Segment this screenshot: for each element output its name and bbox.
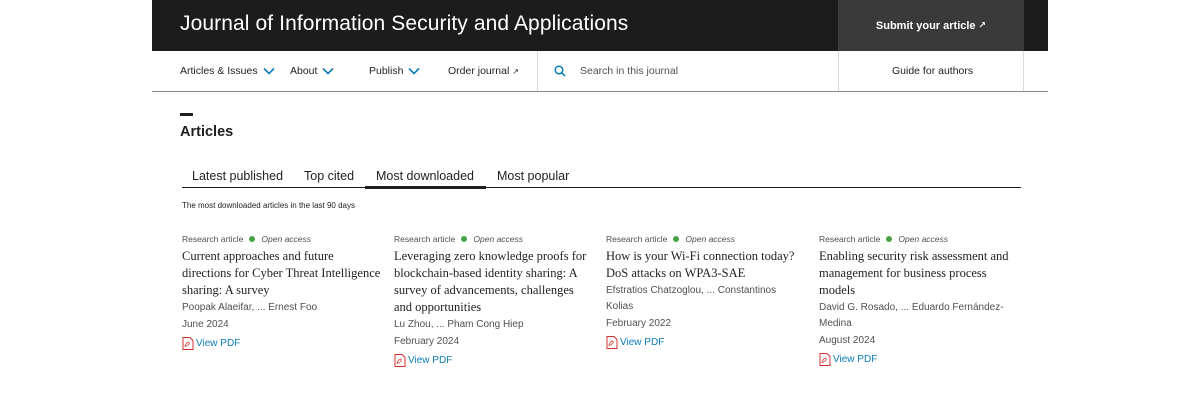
pdf-icon (394, 354, 406, 367)
nav-articles-issues[interactable] (180, 65, 275, 77)
pdf-icon (819, 353, 831, 366)
article-title-link[interactable]: How is your Wi-Fi connection today? DoS attacks on WPA3-SAE (606, 249, 795, 280)
nav-publish[interactable] (369, 65, 420, 77)
open-access-label: Open access (898, 233, 949, 244)
view-pdf-label: View PDF (408, 354, 453, 366)
tab-top-cited[interactable]: Top cited (304, 169, 355, 183)
article-type: Research article (606, 233, 668, 244)
journal-nav (152, 51, 1048, 92)
tab-description: The most downloaded articles in the last 90 days (182, 201, 355, 210)
nav-about[interactable] (290, 65, 334, 77)
chevron-down-icon (322, 67, 334, 75)
guide-for-authors-link[interactable]: Guide for authors (892, 65, 974, 77)
article-date: February 2024 (394, 336, 460, 347)
article-card (394, 233, 594, 367)
nav-item-label: Order journal (448, 65, 510, 77)
open-access-dot-icon (886, 236, 892, 242)
search-icon[interactable] (554, 65, 566, 77)
pdf-icon (606, 336, 618, 349)
article-meta (394, 233, 594, 244)
article-tabs (182, 168, 1021, 188)
open-access-dot-icon (249, 236, 255, 242)
external-link-icon: ↗ (512, 66, 519, 76)
nav-divider (838, 51, 839, 91)
article-authors: Poopak Alaeifar, ... Ernest Foo (182, 302, 318, 313)
tab-latest-published[interactable]: Latest published (192, 169, 284, 183)
article-card (606, 233, 806, 349)
article-date: August 2024 (819, 335, 876, 346)
article-date: February 2022 (606, 318, 672, 329)
section-title-accent (180, 113, 193, 116)
article-type: Research article (819, 233, 881, 244)
external-link-icon: ↗ (978, 20, 987, 30)
article-meta (819, 233, 1019, 244)
article-type: Research article (182, 233, 244, 244)
open-access-dot-icon (461, 236, 467, 242)
article-title-link[interactable]: Enabling security risk assessment and management for business process models (819, 249, 1009, 297)
open-access-dot-icon (673, 236, 679, 242)
chevron-down-icon (263, 67, 275, 75)
nav-item-label: About (290, 65, 318, 77)
article-date: June 2024 (182, 319, 229, 330)
open-access-label: Open access (473, 233, 524, 244)
tab-most-downloaded[interactable]: Most downloaded (365, 169, 486, 189)
journal-header (152, 0, 1048, 51)
article-meta (182, 233, 382, 244)
article-title-link[interactable]: Current approaches and future directions for Cyber Threat Intelligence sharing: A survey (182, 249, 381, 297)
nav-item-label: Articles & Issues (180, 65, 258, 77)
view-pdf-label: View PDF (833, 353, 878, 365)
view-pdf-label: View PDF (620, 336, 665, 348)
view-pdf-label: View PDF (196, 337, 241, 349)
view-pdf-link[interactable] (182, 336, 382, 350)
article-card (182, 233, 382, 350)
view-pdf-link[interactable] (606, 335, 806, 349)
view-pdf-link[interactable] (819, 352, 1019, 366)
submit-article-button[interactable] (838, 0, 1024, 51)
article-type: Research article (394, 233, 456, 244)
open-access-label: Open access (685, 233, 736, 244)
tab-most-popular[interactable]: Most popular (497, 169, 570, 183)
nav-divider (537, 51, 538, 91)
article-authors: Efstratios Chatzoglou, ... Constantinos Kolias (606, 285, 777, 312)
pdf-icon (182, 337, 194, 350)
view-pdf-link[interactable] (394, 353, 594, 367)
article-card (819, 233, 1019, 366)
chevron-down-icon (408, 67, 420, 75)
nav-divider (1023, 51, 1024, 91)
open-access-label: Open access (261, 233, 312, 244)
nav-order-journal[interactable] (448, 65, 519, 77)
journal-title[interactable]: Journal of Information Security and Applications (180, 12, 629, 35)
article-title-link[interactable]: Leveraging zero knowledge proofs for blockchain-based identity sharing: A survey of advancements, challenges and opportunities (394, 249, 587, 314)
journal-search-input[interactable] (580, 61, 820, 81)
section-title: Articles (180, 124, 234, 140)
article-authors: Lu Zhou, ... Pham Cong Hiep (394, 319, 524, 330)
submit-article-label: Submit your article (875, 19, 976, 32)
article-authors: David G. Rosado, ... Eduardo Fernández-Medina (819, 302, 1004, 329)
nav-item-label: Publish (369, 65, 404, 77)
article-meta (606, 233, 806, 244)
